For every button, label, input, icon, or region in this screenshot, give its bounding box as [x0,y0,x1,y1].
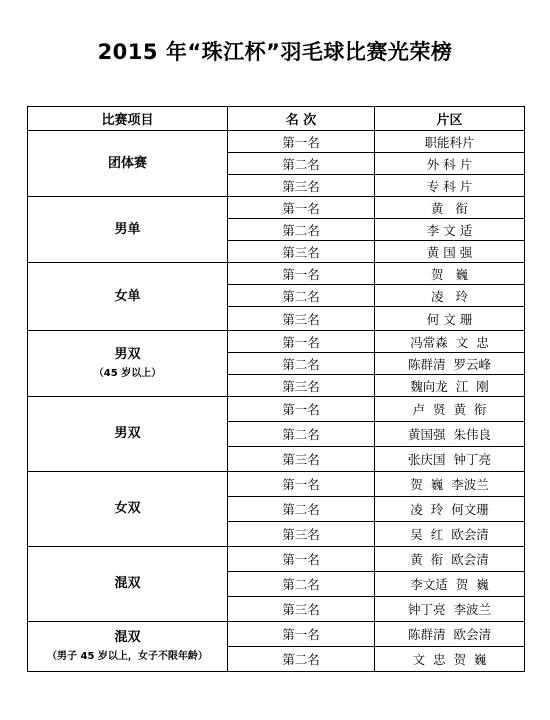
event-name: 混双 [114,576,141,591]
rank-cell: 第三名 [228,175,375,197]
table-body [28,131,525,672]
rank-cell: 第二名 [228,497,375,522]
team-cell: 贺 巍 李波兰 [375,472,525,497]
event-cell [28,472,228,547]
event-cell [28,622,228,672]
team-cell: 外 科 片 [375,153,525,175]
table-row [28,397,525,422]
event-note: （45 岁以上） [93,367,162,379]
header-row [28,107,525,131]
team-cell: 张庆国 钟丁亮 [375,447,525,472]
rank-cell: 第三名 [228,375,375,397]
table-row [28,622,525,647]
team-cell: 魏向龙 江 刚 [375,375,525,397]
team-cell: 黄国强 朱伟良 [375,422,525,447]
rank-cell: 第一名 [228,472,375,497]
rank-cell: 第三名 [228,522,375,547]
event-cell [28,547,228,622]
table-row [28,131,525,153]
team-cell: 黄 衔 [375,197,525,219]
event-name: 女单 [114,288,141,304]
team-cell: 贺 巍 [375,263,525,285]
event-note: （男子 45 岁以上，女子不限年龄） [47,650,208,662]
rank-cell: 第二名 [228,219,375,241]
event-cell [28,197,228,263]
table-row [28,472,525,497]
rank-cell: 第二名 [228,285,375,307]
team-cell: 文 忠 贺 巍 [375,647,525,672]
team-cell: 吴 红 欧会清 [375,522,525,547]
event-name: 男双 [114,346,141,362]
header-event: 比赛项目 [28,107,228,131]
event-cell [28,131,228,197]
rank-cell: 第二名 [228,572,375,597]
rank-cell: 第三名 [228,597,375,622]
header-team: 片区 [375,107,525,131]
table-row [28,197,525,219]
team-cell: 专 科 片 [375,175,525,197]
event-name: 女双 [114,501,141,516]
rank-cell: 第一名 [228,331,375,353]
header-rank: 名 次 [228,107,375,131]
rank-cell: 第三名 [228,307,375,331]
rank-cell: 第三名 [228,447,375,472]
rank-cell: 第三名 [228,241,375,263]
team-cell: 钟丁亮 李波兰 [375,597,525,622]
page-title: 2015 年“珠江杯”羽毛球比赛光荣榜 [97,40,453,64]
team-cell: 冯常森 文 忠 [375,331,525,353]
rank-cell: 第一名 [228,547,375,572]
table-row [28,331,525,353]
team-cell: 何 文 珊 [375,307,525,331]
rank-cell: 第二名 [228,647,375,672]
rank-cell: 第一名 [228,131,375,153]
rank-cell: 第一名 [228,397,375,422]
event-name: 男单 [114,221,141,237]
team-cell: 卢 贤 黄 衔 [375,397,525,422]
table-row [28,263,525,285]
event-name: 男双 [114,426,141,441]
team-cell: 陈群清 罗云峰 [375,353,525,375]
event-name: 混双 [114,629,141,645]
team-cell: 陈群清 欧会清 [375,622,525,647]
event-cell [28,263,228,331]
rank-cell: 第二名 [228,153,375,175]
team-cell: 李 文 适 [375,219,525,241]
rank-cell: 第一名 [228,622,375,647]
honor-table [27,106,525,672]
table-row [28,547,525,572]
rank-cell: 第二名 [228,353,375,375]
event-name: 团体赛 [107,155,147,171]
rank-cell: 第二名 [228,422,375,447]
rank-cell: 第一名 [228,263,375,285]
team-cell: 李文适 贺 巍 [375,572,525,597]
event-cell [28,397,228,472]
team-cell: 黄 国 强 [375,241,525,263]
team-cell: 黄 衔 欧会清 [375,547,525,572]
team-cell: 职能科片 [375,131,525,153]
event-cell [28,331,228,397]
team-cell: 凌 玲 何文珊 [375,497,525,522]
rank-cell: 第一名 [228,197,375,219]
team-cell: 凌 玲 [375,285,525,307]
